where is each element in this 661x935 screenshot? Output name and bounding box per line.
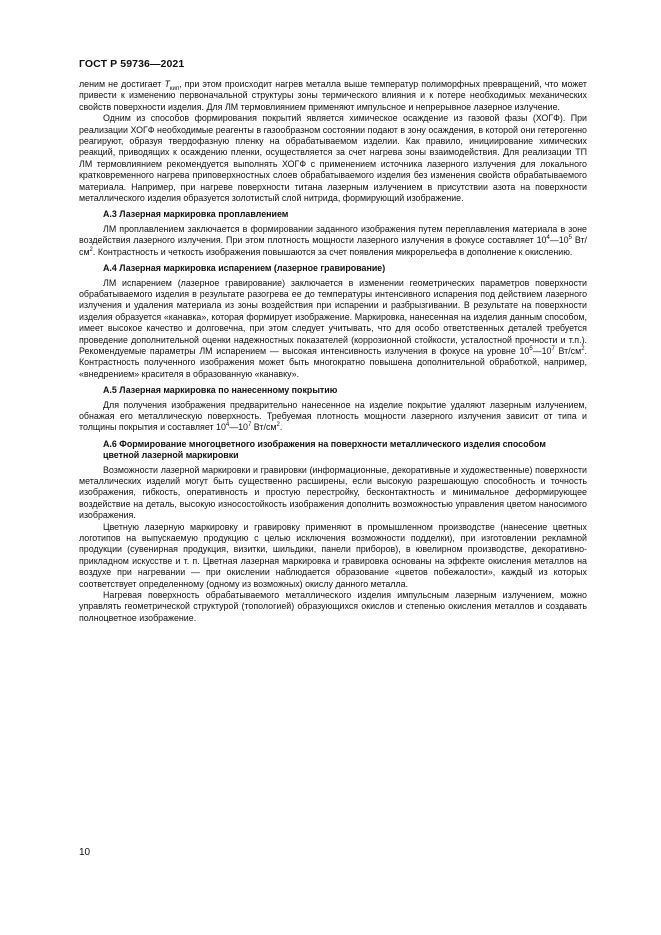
text-run: —10	[229, 422, 248, 433]
exponent: 4	[546, 235, 550, 242]
paragraph-continuation	[79, 79, 587, 113]
document-code-header: ГОСТ Р 59736—2021	[79, 58, 185, 70]
text-run: ЛМ проплавлением заключается в формировании заданного изображения путем переплавления материала в зоне воздействия лазерного излучения. При этом плотность мощности лазерного излучения в фокусе составляет 10	[79, 223, 587, 246]
section-a3-heading: А.3 Лазерная маркировка проплавлением	[103, 209, 289, 220]
section-a6-paragraph: Возможности лазерной маркировки и гравировки (информационные, декоративные и художественные) поверхности металлических изделий могут быть существенно расширены, если высокую разрешающую способность и точность изображения, гибкость, оперативность и простую перестройку, бесконтактность и минимальное деформирующее воздействие на деталь, высокую износостойкость изображения дополнить возможностью управления цветом наносимого изображения.	[79, 464, 587, 521]
temperature-subscript: кип	[169, 85, 180, 92]
section-a4-heading: А.4 Лазерная маркировка испарением (лазерное гравирование)	[103, 263, 386, 274]
section-a6-heading	[79, 439, 587, 462]
text-run: , при этом происходит нагрев металла выше температур полиморфных превращений, что может привести к изменению первоначальной структуры зоны термического влияния и к потере необходимых механических свойств поверхности изделия. Для ЛМ термовлиянием применяют импульсное и непрерывное лазерное излучение.	[79, 79, 587, 112]
document-body	[79, 79, 587, 624]
page-number: 10	[79, 847, 91, 858]
temperature-symbol: T	[164, 79, 170, 89]
exponent: 5	[529, 345, 533, 352]
exponent: 7	[248, 422, 252, 429]
exponent: 2	[581, 345, 585, 352]
text-run: Для получения изображения предварительно нанесенное на изделие покрытие удаляют лазерным излучением, обнажая его металлическую поверхность. Требуемая плотность мощности лазерного излучения зависит от типа и толщины покрытия и составляет 10	[79, 399, 587, 433]
text-run: Вт/см	[79, 235, 588, 257]
paragraph-cvd: Одним из способов формирования покрытий является химическое осаждение из газовой фазы (ХОГФ). При реализации ХОГФ необходимые реагенты в газообразном состоянии подают в зону осаждения, в которой они гетерогенно реагируют, образуя твердофазную пленку на обрабатываемом изделии. Как правило, инициирование химических реакций, приводящих к осаждению пленки, осуществляется за счет нагрева зоны взаимодействия. Для реализации ТП ЛМ термовлиянием рекомендуется выполнять ХОГФ с применением источника лазерного излучения для локального кратковременного нагрева приповерхностных слоев обрабатываемого изделия без изменения свойств обрабатываемого материала. Например, при нагреве поверхности титана лазерным излучением в присутствии азота на поверхности металлического изделия образуется золотистый слой нитрида, формирующий изображение.	[79, 113, 587, 204]
section-a4-text	[79, 278, 587, 381]
text-run: Вт/см	[251, 422, 277, 433]
section-a6-paragraph: Нагревая поверхность обрабатываемого металлического изделия импульсным лазерным излучением, можно управлять геометрической структурой (топологией) образующихся окислов и степенью окисления металлов и создавать полноцветное изображение.	[79, 590, 587, 623]
section-a5-text	[79, 400, 587, 434]
exponent: 7	[551, 345, 555, 352]
exponent: 4	[225, 422, 230, 429]
section-a5-heading: А.5 Лазерная маркировка по нанесенному покрытию	[103, 385, 338, 396]
text-run: Вт/см	[554, 345, 582, 356]
exponent: 2	[276, 422, 280, 429]
text-run: . Контрастность полученного изображения может быть многократно повышена дополнительной обработкой, например, «внедрением» красителя в образованную «канавку».	[79, 345, 587, 379]
section-a3-text	[79, 224, 587, 258]
text-run: . Контрастность и четкость изображения повышаются за счет появления микрорельефа в дополнение к окислению.	[92, 246, 573, 257]
text-run: .	[279, 422, 283, 433]
text-run: ЛМ испарением (лазерное гравирование) заключается в изменении геометрических параметров поверхности обрабатываемого изделия в результате разогрева ее до температуры интенсивного испарения под действием лазерного излучения и удаления материала из зоны воздействия при испарении и разбрызгивании. В результате на поверхности изделия образуется «канавка», которая формирует изображение. Маркировка, нанесенная на изделия данным способом, имеет высокое качество и долговечна, при этом следует учитывать, что для особо ответственных деталей требуется проведение дополнительной оценки надежностных показателей (коррозионной стойкости, усталостной прочности и т.п.). Рекомендуемые параметры ЛМ испарением — высокая интенсивность излучения в фокусе на уровне 10	[79, 277, 587, 356]
heading-line: цветной лазерной маркировки	[103, 450, 239, 461]
section-a6-paragraph: Цветную лазерную маркировку и гравировку применяют в промышленном производстве (нанесение цветных логотипов на выпускаемую продукцию с целью исключения возможности подделки), при изготовлении рекламной продукции (сувенирная продукция, визитки, шильдики, панели приборов), в ювелирном производстве, декоративно-прикладном искусстве и т. п. Цветная лазерная маркировка и гравировка основаны на эффекте окисления металлов на воздухе при нагревании — при окислении наблюдается образование «цветов побежалости», каждый из которых соответствует определенному (одному из возможных) окислу данного металла.	[79, 521, 587, 589]
text-run: —10	[549, 235, 569, 246]
text-run: —10	[532, 345, 552, 356]
exponent: 5	[568, 235, 572, 242]
text-run: леним не достигает	[79, 79, 165, 89]
exponent: 2	[89, 246, 93, 253]
heading-line: А.6 Формирование многоцветного изображения на поверхности металлического изделия способом	[103, 438, 546, 449]
